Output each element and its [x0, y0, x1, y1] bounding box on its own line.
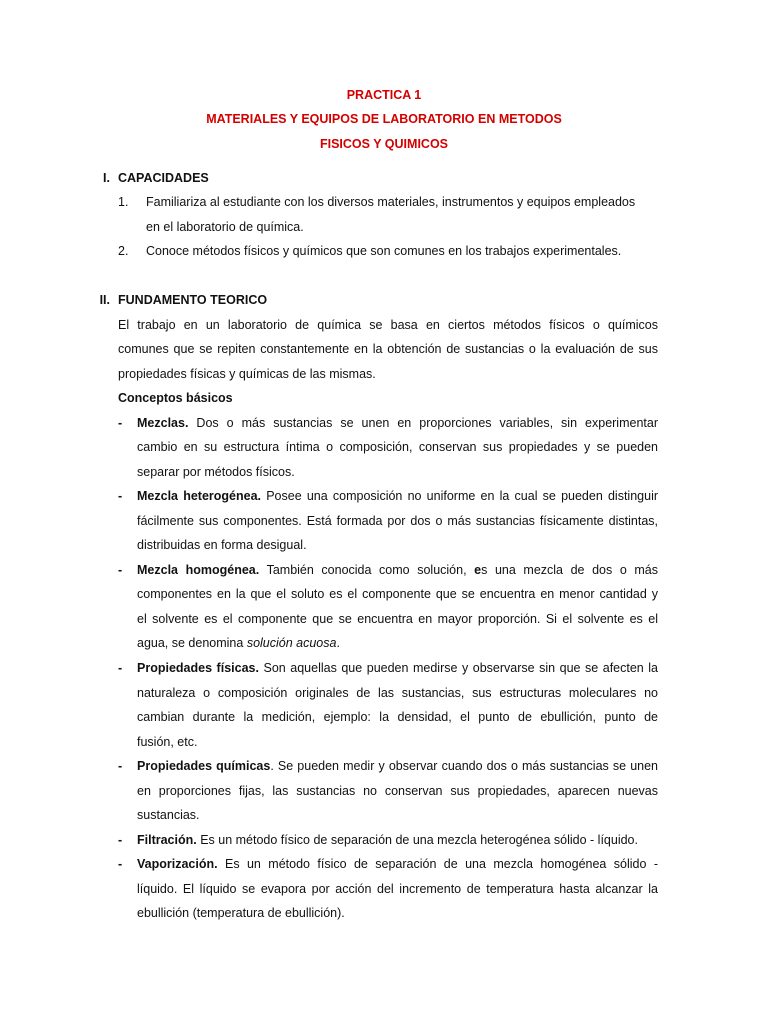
section-heading: FUNDAMENTO TEORICO	[118, 293, 268, 307]
subheading: Conceptos básicos	[118, 391, 233, 405]
concept-line: componentes en la que el soluto es el componente que se encuentra en menor cantidad y	[137, 587, 658, 601]
concept-line: Mezcla homogénea. También conocida como solución, es una mezcla de dos o más	[137, 563, 658, 577]
practice-subtitle-line1: MATERIALES Y EQUIPOS DE LABORATORIO EN METODOS	[206, 112, 562, 126]
section-number: II.	[99, 293, 110, 307]
section-heading: CAPACIDADES	[118, 171, 209, 185]
practice-subtitle-line2: FISICOS Y QUIMICOS	[319, 137, 449, 151]
concept-term: Mezcla homogénea.	[137, 563, 260, 577]
bullet: -	[118, 759, 123, 773]
concept-term: Propiedades químicas	[137, 759, 271, 773]
list-number: 2.	[118, 244, 129, 258]
concept-line: cambio en su estructura íntima o composición, conservan sus propiedades y se pueden	[137, 440, 658, 454]
concept-line: Mezclas. Dos o más sustancias se unen en proporciones variables, sin experimentar	[137, 416, 658, 430]
concept-line: Vaporización. Es un método físico de separación de una mezcla homogénea sólido -	[137, 857, 658, 871]
concept-term: Mezcla heterogénea.	[137, 489, 261, 503]
concept-line: sustancias.	[137, 808, 200, 822]
bullet: -	[118, 833, 123, 847]
concept-term: Propiedades físicas.	[137, 661, 259, 675]
list-item-text: en el laboratorio de química.	[146, 220, 304, 234]
concept-line: distribuidas en forma desigual.	[137, 538, 307, 552]
list-item-text: Conoce métodos físicos y químicos que son comunes en los trabajos experimentales.	[146, 244, 622, 258]
concept-line: fácilmente sus componentes. Está formada por dos o más sustancias físicamente distintas,	[137, 514, 658, 528]
concept-line: Propiedades químicas. Se pueden medir y observar cuando dos o más sustancias se unen	[137, 759, 658, 773]
concept-line: fusión, etc.	[137, 735, 198, 749]
concept-line: cambian durante la medición, ejemplo: la densidad, el punto de ebullición, punto de	[137, 710, 658, 724]
bullet: -	[118, 489, 123, 503]
section-number: I.	[103, 171, 110, 185]
concept-line: Filtración. Es un método físico de separación de una mezcla heterogénea sólido - líquido.	[137, 833, 638, 847]
concept-line: en proporciones fijas, las sustancias no conservan sus propiedades, aparecen nuevas	[137, 784, 658, 798]
concept-term: Filtración.	[137, 833, 197, 847]
list-item-text: Familiariza al estudiante con los diversos materiales, instrumentos y equipos empleados	[146, 195, 636, 209]
concept-term: Mezclas.	[137, 416, 189, 430]
bullet: -	[118, 563, 123, 577]
concept-line: Propiedades físicas. Son aquellas que pueden medirse y observarse sin que se afecten la	[137, 661, 659, 675]
bullet: -	[118, 661, 123, 675]
paragraph-line: comunes que se repiten constantemente en la obtención de sustancias o la evaluación de sus	[118, 342, 658, 356]
concept-line: ebullición (temperatura de ebullición).	[137, 906, 345, 920]
paragraph-line: El trabajo en un laboratorio de química se basa en ciertos métodos físicos o químicos	[118, 318, 658, 332]
concept-line: Mezcla heterogénea. Posee una composición no uniforme en la cual se pueden distinguir	[137, 489, 659, 503]
concept-line: agua, se denomina solución acuosa.	[137, 636, 340, 650]
concept-term: Vaporización.	[137, 857, 218, 871]
list-number: 1.	[118, 195, 129, 209]
bullet: -	[118, 857, 123, 871]
concept-line: naturaleza o composición originales de las sustancias, sus estructuras moleculares no	[137, 686, 658, 700]
paragraph-line: propiedades físicas y químicas de las mismas.	[118, 367, 376, 381]
concept-line: el solvente es el componente que se encuentra en mayor proporción. Si el solvente es el	[137, 612, 658, 626]
concept-line: separar por métodos físicos.	[137, 465, 295, 479]
practice-title: PRACTICA 1	[346, 88, 422, 102]
bullet: -	[118, 416, 123, 430]
concept-line: líquido. El líquido se evapora por acción del incremento de temperatura hasta alcanzar la	[137, 882, 658, 896]
